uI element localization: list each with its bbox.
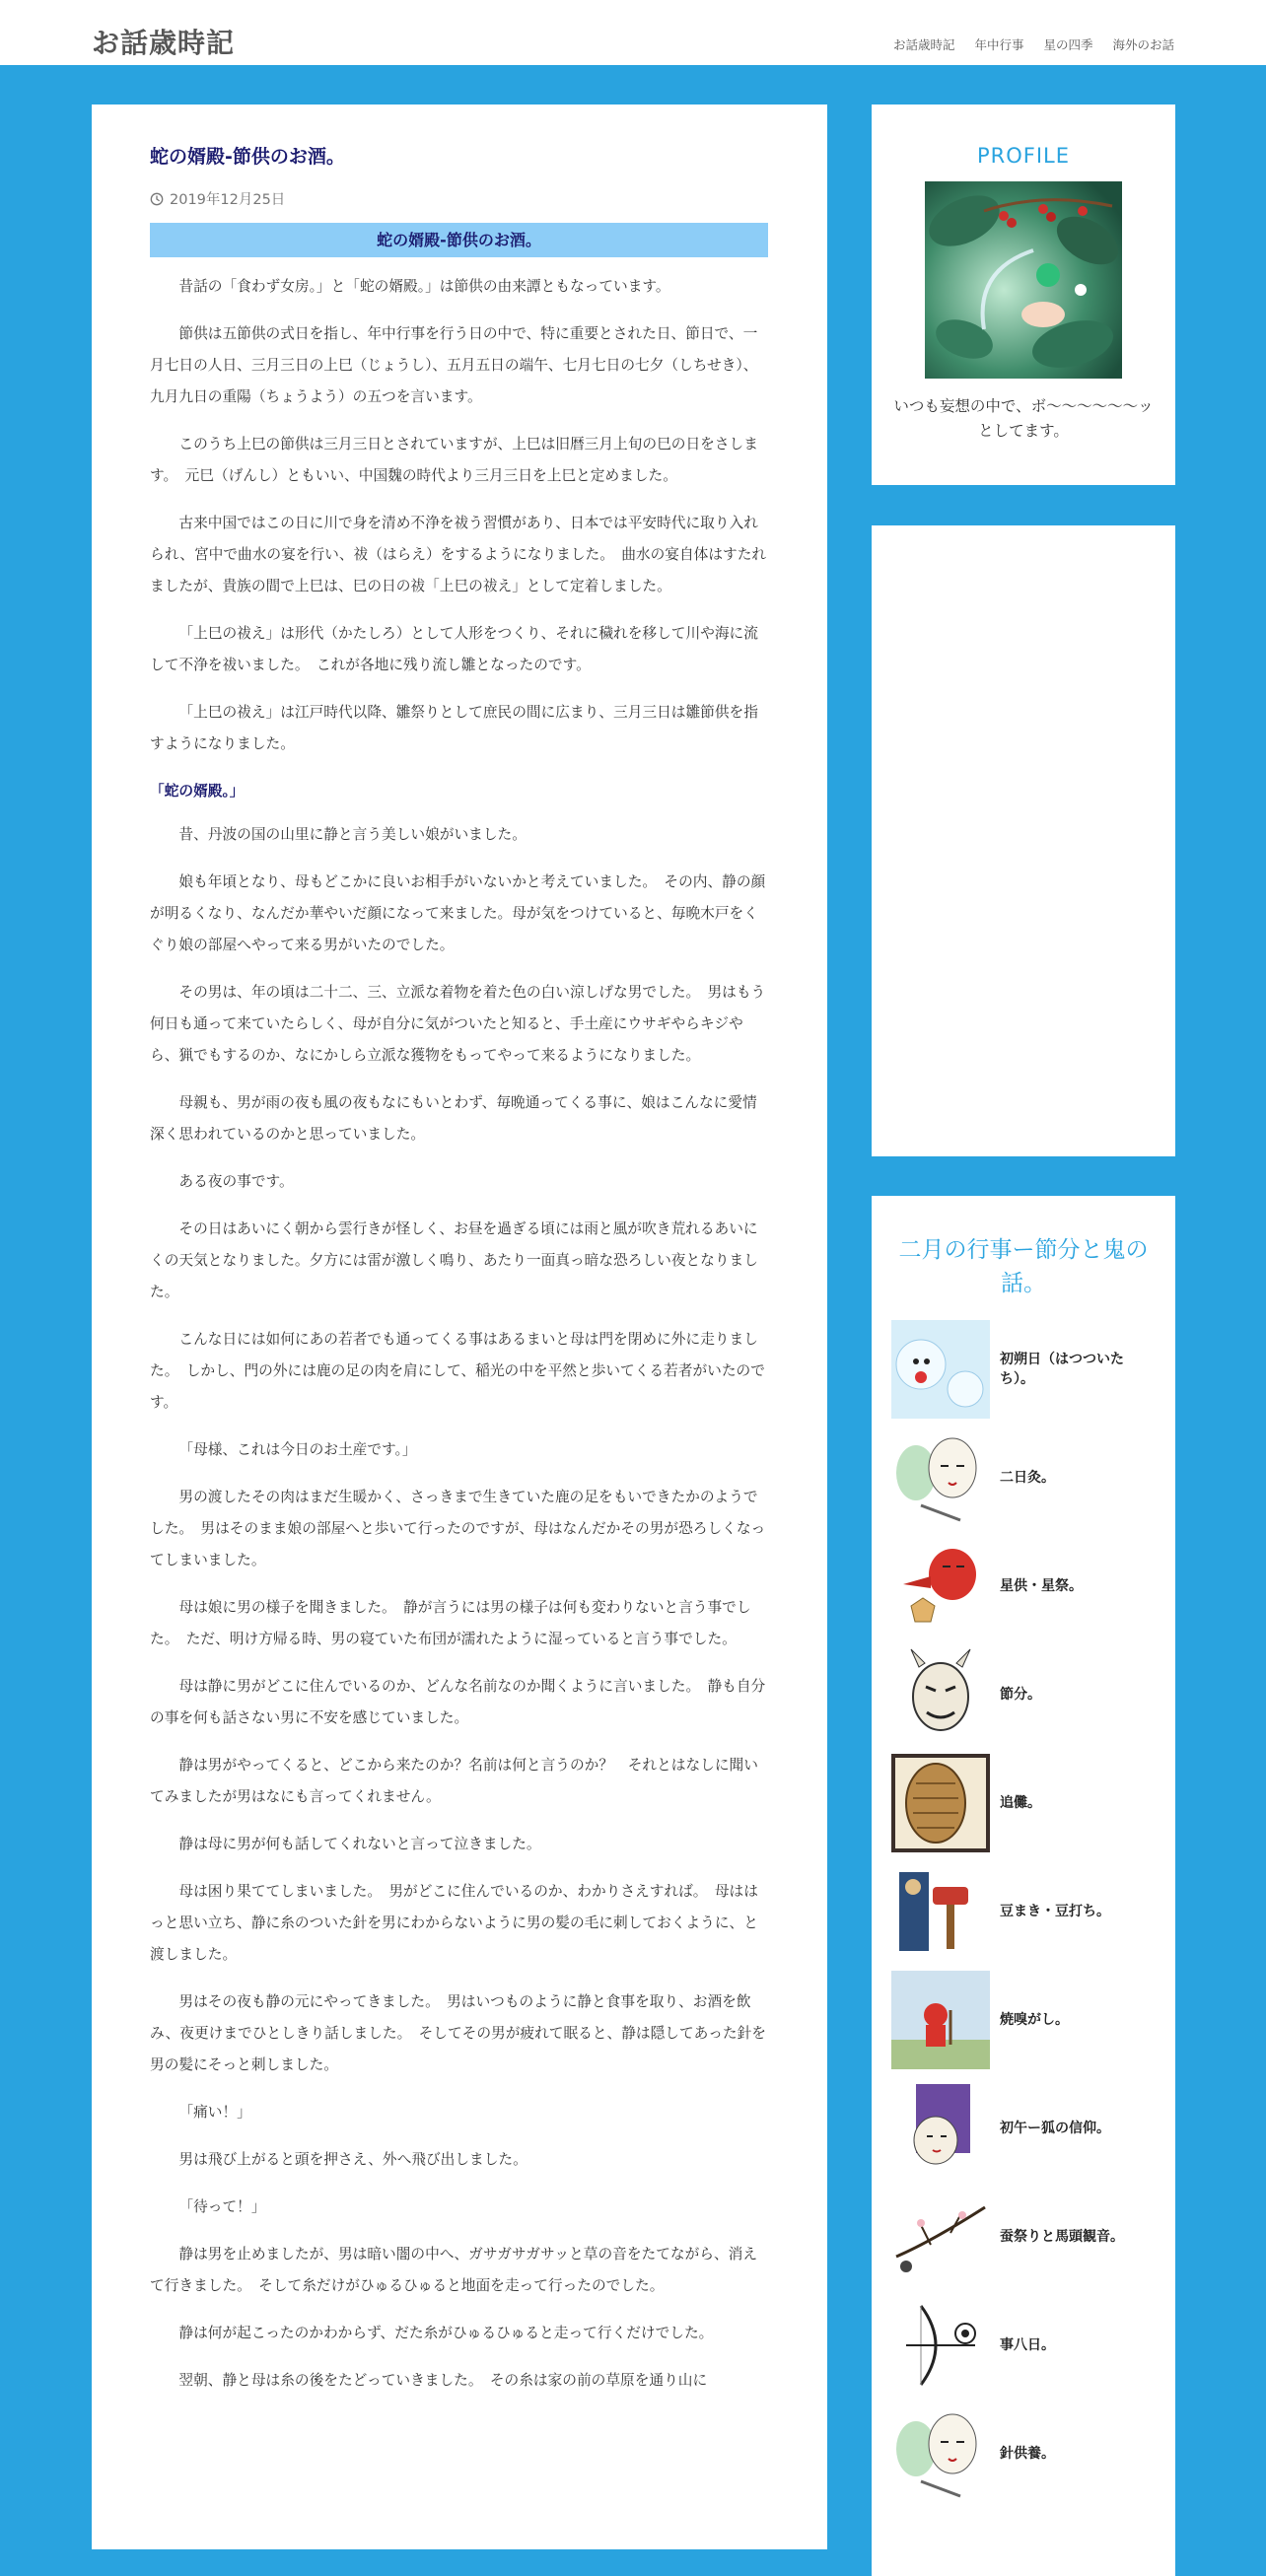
body-paragraph: こんな日には如何にあの若者でも通ってくる事はあるまいと母は門を閉めに外に走りました。 しかし、門の外には鹿の足の肉を肩にして、稲光の中を平然と歩いてくる若者がいたのです。 bbox=[150, 1331, 765, 1411]
body-paragraph: 「上巳の祓え」は形代（かたしろ）として人形をつくり、それに穢れを移して川や海に流して不浄を祓いました。 これが各地に残り流し雛となったのです。 bbox=[150, 625, 758, 673]
profile-text: いつも妄想の中で、ボ〜〜〜〜〜〜ッとしてます。 bbox=[893, 397, 1154, 440]
ad-widget bbox=[872, 525, 1175, 1156]
post-date bbox=[150, 188, 768, 209]
body-paragraph: 「痛い！」 bbox=[178, 2104, 251, 2121]
event-label: 蚕祭りと馬頭観音。 bbox=[1000, 2229, 1124, 2245]
event-label: 焼嗅がし。 bbox=[1000, 2012, 1069, 2028]
event-label: 二日灸。 bbox=[1000, 1470, 1055, 1486]
body-paragraph: 古来中国ではこの日に川で身を清め不浄を祓う習慣があり、日本では平安時代に取り入れられ、宮中で曲水の宴を行い、祓（はらえ）をするようになりました。 曲水の宴自体はすたれましたが、貴族の間で上巳は、巳の日の祓「上巳の祓え」として定着しました。 bbox=[150, 515, 767, 594]
site-header bbox=[0, 0, 1266, 65]
section-heading: 「蛇の婿殿。」 bbox=[150, 783, 245, 800]
okame-mask-icon bbox=[891, 2404, 990, 2503]
mallet-icon bbox=[891, 1862, 990, 1961]
event-item-kotoyoka[interactable] bbox=[891, 2296, 1158, 2395]
article-card bbox=[92, 104, 827, 2549]
site-title[interactable]: お話歳時記 bbox=[92, 27, 236, 59]
body-paragraph: このうち上巳の節供は三月三日とされていますが、上巳は旧暦三月上旬の巳の日をさします。 元巳（げんし）ともいい、中国魏の時代より三月三日を上巳と定めました。 bbox=[150, 436, 758, 484]
main-nav bbox=[893, 35, 1174, 53]
event-item-hatsutsuitachi[interactable] bbox=[891, 1320, 1158, 1419]
event-label: 星供・星祭。 bbox=[1000, 1578, 1083, 1594]
body-paragraph: 男の渡したその肉はまだ生暖かく、さっきまで生きていた鹿の足をもいできたかのようでした。 男はそのまま娘の部屋へと歩いて行ったのですが、母はなんだかその男が恐ろしくなってしまいました。 bbox=[150, 1489, 766, 1568]
fox-mask-icon bbox=[891, 2079, 990, 2178]
event-item-hari-kuyo[interactable] bbox=[891, 2404, 1158, 2503]
clock-icon bbox=[150, 192, 164, 206]
post-banner: 蛇の婿殿-節供のお酒。 bbox=[150, 223, 768, 257]
body-paragraph: 「待って！」 bbox=[178, 2198, 266, 2215]
event-item-tsuina[interactable] bbox=[891, 1754, 1158, 1852]
profile-image bbox=[925, 181, 1122, 379]
body-paragraph: 静は何が起こったのかわからず、だた糸がひゅるひゅると走って行くだけでした。 bbox=[178, 2325, 714, 2341]
body-paragraph: 静は男がやってくると、どこから来たのか？名前は何と言うのか？ それとはなしに聞いてみましたが男はなにも言ってくれません。 bbox=[150, 1757, 758, 1805]
body-paragraph: 昔話の「食わず女房。」と「蛇の婿殿。」は節供の由来譚ともなっています。 bbox=[178, 278, 670, 295]
body-paragraph: 「母様、これは今日のお土産です。」 bbox=[178, 1441, 417, 1458]
event-item-kaiko-matsuri[interactable] bbox=[891, 2188, 1158, 2286]
event-item-futsuka-kyu[interactable] bbox=[891, 1428, 1158, 1527]
body-paragraph: 母は娘に男の様子を聞きました。 静が言うには男の様子は何も変わりないと言う事でした。 ただ、明け方帰る時、男の寝ていた布団が濡れたように湿っていると言う事でした。 bbox=[150, 1599, 751, 1647]
body-paragraph: 静は母に男が何も話してくれないと言って泣きました。 bbox=[178, 1836, 541, 1852]
event-label: 初朔日（はつついたち）。 bbox=[1000, 1352, 1124, 1387]
body-paragraph: 母は困り果ててしまいました。 男がどこに住んでいるのか、わかりさえすれば。 母ははっと思い立ち、静に糸のついた針を男にわからないように男の髪の毛に刺しておくように、と渡しました。 bbox=[150, 1883, 758, 1963]
body-paragraph: 静は男を止めましたが、男は暗い闇の中へ、ガサガサガサッと草の音をたてながら、消えて行きました。 そして糸だけがひゅるひゅると地面を走って行ったのでした。 bbox=[150, 2246, 758, 2294]
post-title[interactable]: 蛇の婿殿-節供のお酒。 bbox=[150, 146, 345, 168]
events-widget bbox=[872, 1196, 1175, 2576]
nav-item-kaigai-no-ohanashi[interactable]: 海外のお話 bbox=[1112, 37, 1174, 52]
profile-title: PROFILE bbox=[976, 144, 1071, 168]
tengu-mask-icon bbox=[891, 1537, 990, 1636]
event-item-hoshiku[interactable] bbox=[891, 1537, 1158, 1636]
body-paragraph: 節供は五節供の式日を指し、年中行事を行う日の中で、特に重要とされた日、節日で、一月七日の人日、三月三日の上巳（じょうし）、五月五日の端午、七月七日の七夕（しちせき）、九月九日の重陽（ちょうよう）の五つを言います。 bbox=[150, 325, 758, 405]
body-paragraph: その男は、年の頃は二十二、三、立派な着物を着た色の白い涼しげな男でした。 男はもう何日も通って来ていたらしく、母が自分に気がついたと知ると、手土産にウサギやらキジやら、猟でもするのか、なにかしら立派な獲物をもってやって来るようになりました。 bbox=[150, 984, 766, 1064]
body-paragraph: 娘も年頃となり、母もどこかに良いお相手がいないかと考えていました。 その内、静の顔が明るくなり、なんだか華やいだ顔になって来ました。母が気をつけていると、毎晩木戸をくぐり娘の部屋へやって来る男がいたのでした。 bbox=[150, 873, 766, 953]
nav-item-hoshi-no-shiki[interactable]: 星の四季 bbox=[1043, 37, 1093, 52]
body-paragraph: 翌朝、静と母は糸の後をたどっていきました。 その糸は家の前の草原を通り山に bbox=[178, 2372, 708, 2389]
body-paragraph: 母は静に男がどこに住んでいるのか、どんな名前なのか聞くように言いました。 静も自分の事を何も話さない男に不安を感じていました。 bbox=[150, 1678, 766, 1726]
body-paragraph: 男はその夜も静の元にやってきました。 男はいつものように静と食事を取り、お酒を飲み、夜更けまでひとしきり話しました。 そしてその男が疲れて眠ると、静は隠してあった針を男の髪にそっと刺しました。 bbox=[150, 1993, 766, 2073]
event-label: 針供養。 bbox=[1000, 2446, 1055, 2462]
event-item-yaikagashi[interactable] bbox=[891, 1971, 1158, 2069]
nav-item-ohanashi-saijiki[interactable]: お話歳時記 bbox=[892, 37, 955, 52]
body-paragraph: 母親も、男が雨の夜も風の夜もなにもいとわず、毎晩通ってくる事に、娘はこんなに愛情深く思われているのかと思っていました。 bbox=[150, 1094, 757, 1143]
event-item-setsubun[interactable] bbox=[891, 1645, 1158, 1744]
event-label: 初午ー狐の信仰。 bbox=[1000, 2121, 1110, 2136]
event-item-mamemaki[interactable] bbox=[891, 1862, 1158, 1961]
oni-mask-icon bbox=[891, 1645, 990, 1744]
nav-item-nenchu-gyoji[interactable]: 年中行事 bbox=[974, 37, 1024, 52]
snowman-icon bbox=[891, 1320, 990, 1419]
event-item-hatsuuma[interactable] bbox=[891, 2079, 1158, 2178]
event-label: 豆まき・豆打ち。 bbox=[1000, 1904, 1110, 1919]
okame-mask-icon bbox=[891, 1428, 990, 1527]
body-paragraph: 男は飛び上がると頭を押さえ、外へ飛び出しました。 bbox=[178, 2151, 528, 2168]
profile-widget bbox=[872, 104, 1175, 485]
red-oni-icon bbox=[891, 1971, 990, 2069]
body-paragraph: 昔、丹波の国の山里に静と言う美しい娘がいました。 bbox=[178, 826, 527, 843]
event-label: 事八日。 bbox=[1000, 2337, 1055, 2353]
event-label: 追儺。 bbox=[1000, 1795, 1041, 1811]
event-label: 節分。 bbox=[1000, 1687, 1041, 1703]
body-paragraph: その日はあいにく朝から雲行きが怪しく、お昼を過ぎる頃には雨と風が吹き荒れるあいにくの天気となりました。夕方には雷が激しく鳴り、あたり一面真っ暗な恐ろしい夜となりました。 bbox=[150, 1220, 758, 1300]
bow-target-icon bbox=[891, 2296, 990, 2395]
post-date-text: 2019年12月25日 bbox=[170, 192, 286, 208]
body-paragraph: 「上巳の祓え」は江戸時代以降、雛祭りとして庶民の間に広まり、三月三日は雛節供を指すようになりました。 bbox=[150, 704, 758, 752]
body-paragraph: ある夜の事です。 bbox=[178, 1173, 294, 1190]
events-title[interactable]: 二月の行事ー節分と鬼の話。 bbox=[898, 1237, 1149, 1296]
plum-branch-icon bbox=[891, 2188, 990, 2286]
straw-sandal-icon bbox=[891, 1754, 990, 1852]
